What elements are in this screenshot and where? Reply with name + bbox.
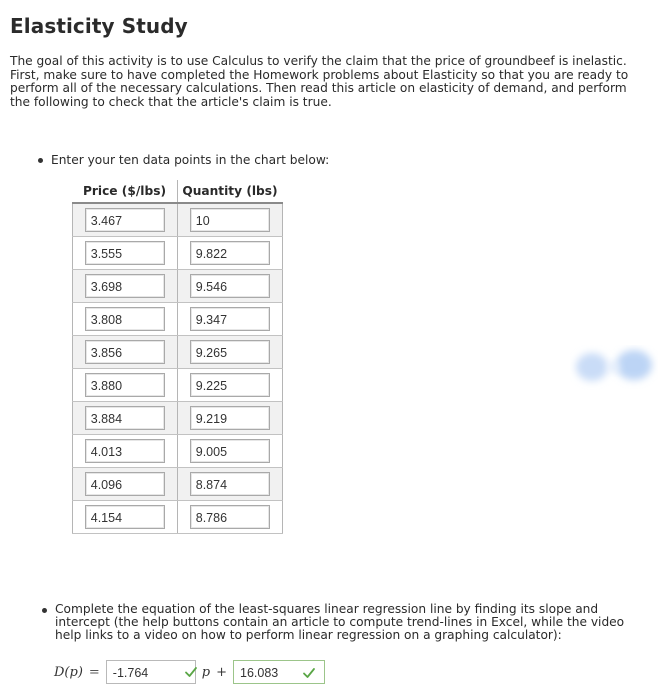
quantity-input[interactable]: 9.219 — [190, 406, 270, 430]
decorative-blur-icon — [570, 345, 658, 390]
price-input[interactable]: 3.698 — [85, 274, 165, 298]
table-row — [73, 303, 283, 336]
data-instruction-text: Enter your ten data points in the chart below: — [51, 153, 330, 167]
quantity-input[interactable]: 8.874 — [190, 472, 270, 496]
price-input[interactable]: 4.096 — [85, 472, 165, 496]
data-table — [72, 180, 283, 534]
quantity-input[interactable]: 9.822 — [190, 241, 270, 265]
quantity-input[interactable]: 8.786 — [190, 505, 270, 529]
intercept-check-icon — [302, 666, 316, 680]
equation-variable: p — [201, 664, 211, 680]
data-instruction — [38, 153, 329, 167]
table-row — [73, 402, 283, 435]
intro-paragraph: The goal of this activity is to use Calculus to verify the claim that the price of groundbeef is inelastic. First, make sure to have completed the Homework problems about Elasticity so that you are ready to perform all of the necessary calculations. Then read this article on elasticity of demand, and perform the following to check that the article's claim is true. — [10, 54, 629, 109]
regression-instruction — [42, 603, 642, 643]
regression-equation — [54, 660, 325, 684]
quantity-input[interactable]: 9.005 — [190, 439, 270, 463]
bullet-icon — [38, 158, 43, 163]
price-input[interactable]: 3.555 — [85, 241, 165, 265]
table-row — [73, 203, 283, 237]
table-header-row — [73, 180, 283, 203]
table-row — [73, 468, 283, 501]
table-row — [73, 369, 283, 402]
quantity-input[interactable]: 9.347 — [190, 307, 270, 331]
intercept-input[interactable] — [233, 660, 325, 684]
quantity-input[interactable]: 10 — [190, 208, 270, 232]
bullet-icon — [42, 608, 47, 613]
price-input[interactable]: 4.154 — [85, 505, 165, 529]
equation-plus: + — [216, 664, 228, 680]
quantity-input[interactable]: 9.546 — [190, 274, 270, 298]
price-input[interactable]: 3.467 — [85, 208, 165, 232]
equation-equals: = — [88, 664, 100, 680]
table-row — [73, 336, 283, 369]
table-row — [73, 501, 283, 534]
table-row — [73, 237, 283, 270]
price-input[interactable]: 3.808 — [85, 307, 165, 331]
intercept-value: 16.083 — [240, 666, 279, 680]
price-input[interactable]: 4.013 — [85, 439, 165, 463]
quantity-input[interactable]: 9.225 — [190, 373, 270, 397]
price-column-header: Price ($/lbs) — [73, 180, 178, 203]
regression-instruction-text: Complete the equation of the least-squares linear regression line by finding its slope and intercept (the help buttons contain an article to compute trend-lines in Excel, while the video help links to a video on how to perform linear regression on a graphing calculator): — [55, 602, 625, 643]
price-input[interactable]: 3.856 — [85, 340, 165, 364]
quantity-input[interactable]: 9.265 — [190, 340, 270, 364]
price-input[interactable]: 3.884 — [85, 406, 165, 430]
equation-lhs: D(p) — [54, 664, 83, 680]
price-input[interactable]: 3.880 — [85, 373, 165, 397]
quantity-column-header: Quantity (lbs) — [177, 180, 283, 203]
slope-check-icon — [184, 665, 198, 679]
table-row — [73, 435, 283, 468]
table-row — [73, 270, 283, 303]
slope-input[interactable]: -1.764 — [106, 660, 196, 684]
page-title: Elasticity Study — [10, 14, 188, 38]
